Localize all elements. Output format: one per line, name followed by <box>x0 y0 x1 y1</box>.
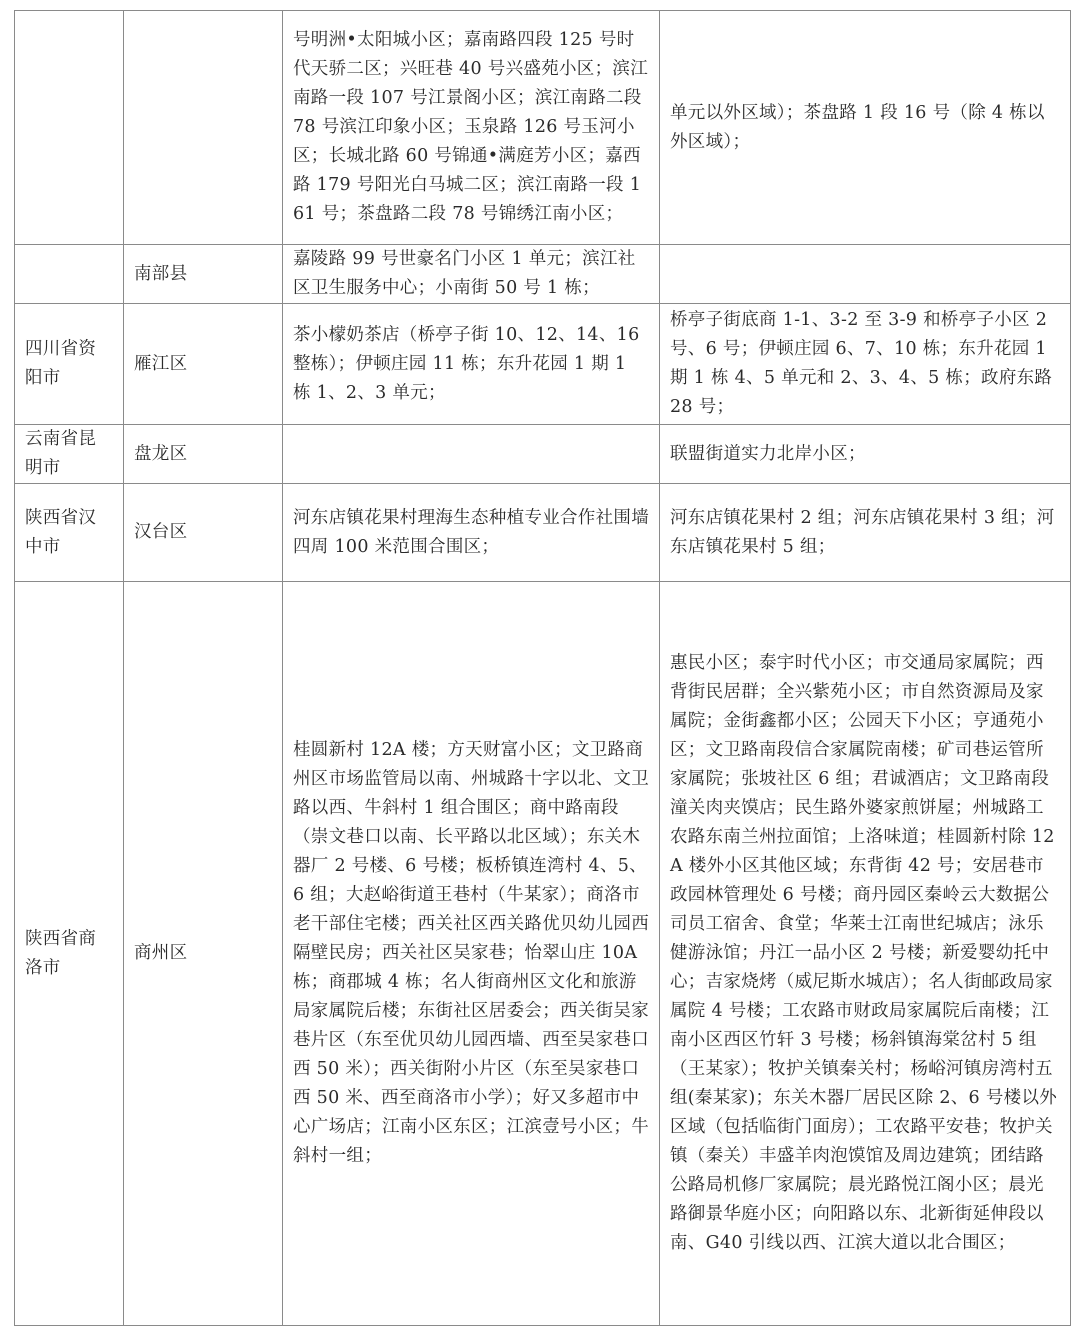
area-list-cell: 单元以外区域）；茶盘路 1 段 16 号（除 4 栋以外区域）； <box>660 11 1071 245</box>
table-row <box>15 425 1071 484</box>
area-list-cell: 号明洲•太阳城小区；嘉南路四段 125 号时代天骄二区；兴旺巷 40 号兴盛苑小区；滨江南路一段 107 号江景阁小区；滨江南路二段 78 号滨江印象小区；玉泉路 126 号玉河小区；长城北路 60 号锦通•满庭芳小区；嘉西路 179 号阳光白马城二区；滨江南路一段 161 号；茶盘路二段 78 号锦绣江南小区； <box>283 11 660 245</box>
table-row <box>15 245 1071 304</box>
district-cell: 盘龙区 <box>124 425 283 484</box>
area-list-cell: 桥亭子街底商 1-1、3-2 至 3-9 和桥亭子小区 2 号、6 号；伊顿庄园 6、7、10 栋；东升花园 1 期 1 栋 4、5 单元和 2、3、4、5 栋；政府东路 28 号； <box>660 304 1071 425</box>
risk-area-table <box>14 10 1071 1326</box>
area-list-cell <box>283 425 660 484</box>
table-row <box>15 304 1071 425</box>
city-cell: 陕西省商洛市 <box>15 582 124 1326</box>
table-row <box>15 484 1071 582</box>
area-list-cell: 桂圆新村 12A 楼；方天财富小区；文卫路商州区市场监管局以南、州城路十字以北、文卫路以西、牛斜村 1 组合围区；商中路南段（崇文巷口以南、长平路以北区域）；东关木器厂 2 号楼、6 号楼；板桥镇连湾村 4、5、6 组；大赵峪街道王巷村（牛某家）；商洛市老干部住宅楼；西关社区西关路优贝幼儿园西隔壁民房；西关社区吴家巷；怡翠山庄 10A 栋；商郡城 4 栋；名人街商州区文化和旅游局家属院后楼；东街社区居委会；西关街吴家巷片区（东至优贝幼儿园西墙、西至吴家巷口西 50 米）；西关街附小片区（东至吴家巷口西 50 米、西至商洛市小学）；好又多超市中心广场店；江南小区东区；江滨壹号小区；牛斜村一组； <box>283 582 660 1326</box>
city-cell <box>15 11 124 245</box>
city-cell: 四川省资阳市 <box>15 304 124 425</box>
city-cell <box>15 245 124 304</box>
area-list-cell: 联盟街道实力北岸小区； <box>660 425 1071 484</box>
area-list-cell: 河东店镇花果村 2 组；河东店镇花果村 3 组；河东店镇花果村 5 组； <box>660 484 1071 582</box>
city-cell: 陕西省汉中市 <box>15 484 124 582</box>
area-list-cell <box>660 245 1071 304</box>
district-cell: 南部县 <box>124 245 283 304</box>
area-list-cell: 河东店镇花果村理海生态种植专业合作社围墙四周 100 米范围合围区； <box>283 484 660 582</box>
district-cell: 雁江区 <box>124 304 283 425</box>
district-cell <box>124 11 283 245</box>
area-list-cell: 惠民小区；泰宇时代小区；市交通局家属院；西背街民居群；全兴紫苑小区；市自然资源局及家属院；金街鑫都小区；公园天下小区；亨通苑小区；文卫路南段信合家属院南楼；矿司巷运管所家属院；张坡社区 6 组；君诚酒店；文卫路南段潼关肉夹馍店；民生路外婆家煎饼屋；州城路工农路东南兰州拉面馆；上洛味道；桂圆新村除 12A 楼外小区其他区域；东背街 42 号；安居巷市政园林管理处 6 号楼；商丹园区秦岭云大数据公司员工宿舍、食堂；华莱士江南世纪城店；泳乐健游泳馆；丹江一品小区 2 号楼；新爱婴幼托中心；吉家烧烤（威尼斯水城店）；名人街邮政局家属院 4 号楼；工农路市财政局家属院后南楼；江南小区西区竹轩 3 号楼；杨斜镇海棠岔村 5 组（王某家）；牧护关镇秦关村；杨峪河镇房湾村五组(秦某家)；东关木器厂居民区除 2、6 号楼以外区域（包括临街门面房）；工农路平安巷；牧护关镇（秦关）丰盛羊肉泡馍馆及周边建筑；团结路公路局机修厂家属院；晨光路悦江阁小区；晨光路御景华庭小区；向阳路以东、北新街延伸段以南、G40 引线以西、江滨大道以北合围区； <box>660 582 1071 1326</box>
area-list-cell: 嘉陵路 99 号世豪名门小区 1 单元；滨江社区卫生服务中心；小南街 50 号 1 栋； <box>283 245 660 304</box>
table-row <box>15 582 1071 1326</box>
table-row <box>15 11 1071 245</box>
district-cell: 汉台区 <box>124 484 283 582</box>
area-list-cell: 茶小檬奶茶店（桥亭子街 10、12、14、16 整栋）；伊顿庄园 11 栋；东升花园 1 期 1 栋 1、2、3 单元； <box>283 304 660 425</box>
district-cell: 商州区 <box>124 582 283 1326</box>
city-cell: 云南省昆明市 <box>15 425 124 484</box>
